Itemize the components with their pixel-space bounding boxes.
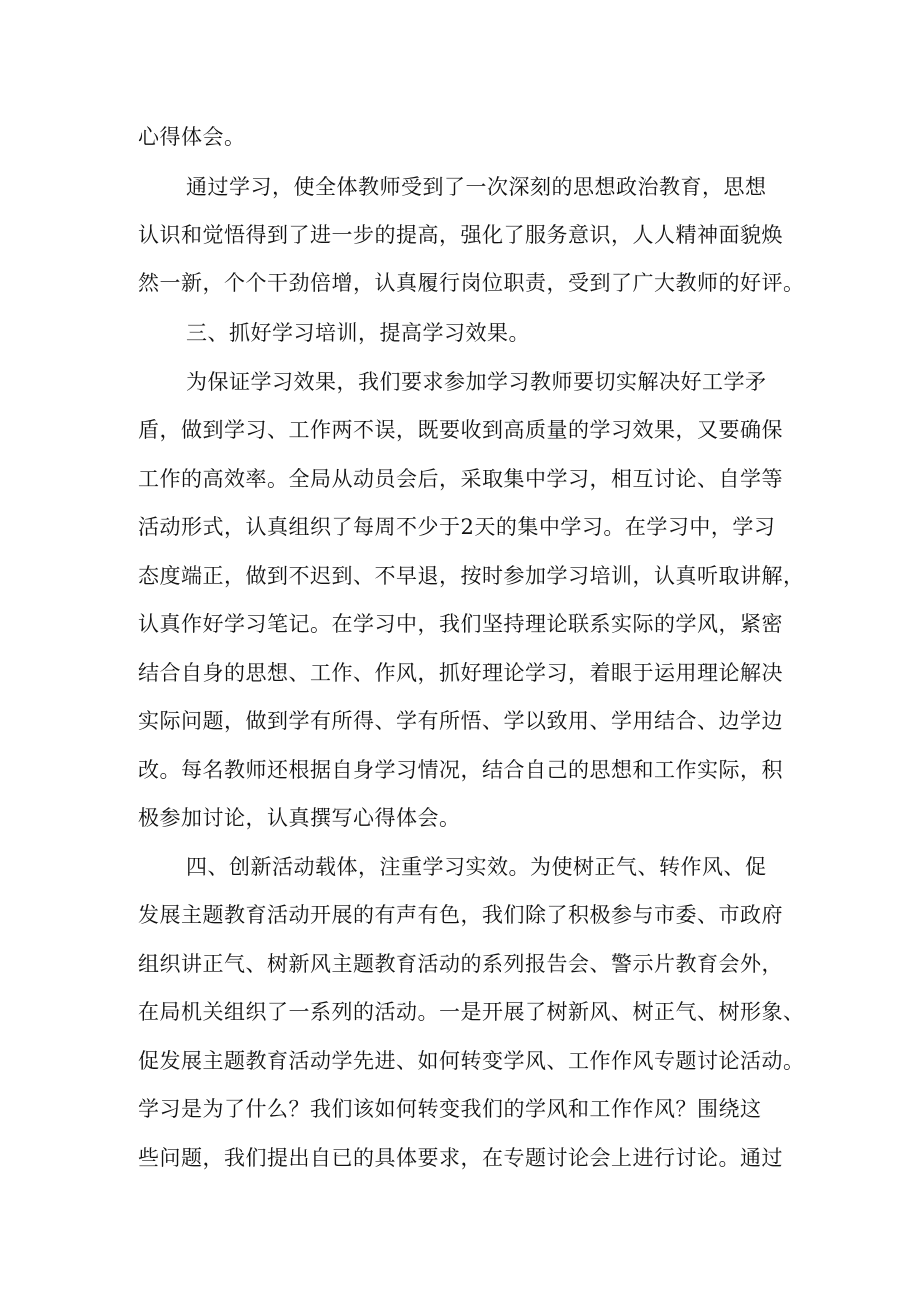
text-line: 些问题，我们提出自已的具体要求，在专题讨论会上进行讨论。通过 (138, 1146, 783, 1170)
text-line: 改。每名教师还根据自身学习情况，结合自己的思想和工作实际，积 (138, 758, 783, 782)
text-line: 认真作好学习笔记。在学习中，我们坚持理论联系实际的学风，紧密 (138, 612, 783, 636)
text-line: 在局机关组织了一系列的活动。一是开展了树新风、树正气、树形象、 (138, 1000, 805, 1024)
text-line: 发展主题教育活动开展的有声有色，我们除了积极参与市委、市政府 (138, 903, 783, 927)
text-line: 工作的高效率。全局从动员会后，采取集中学习，相互讨论、自学等 (138, 467, 783, 491)
text-line: 组织讲正气、树新风主题教育活动的系列报告会、警示片教育会外， (138, 952, 783, 976)
paragraph-start: 四、创新活动载体，注重学习实效。为使树正气、转作风、促 (186, 855, 767, 879)
paragraph-start: 通过学习，使全体教师受到了一次深刻的思想政治教育，思想 (186, 175, 767, 199)
text-line: 态度端正，做到不迟到、不早退，按时参加学习培训，认真听取讲解， (138, 564, 805, 588)
text-line: 促发展主题教育活动学先进、如何转变学风、工作作风专题讨论活动。 (138, 1049, 805, 1073)
text-line: 认识和觉悟得到了进一步的提高，强化了服务意识，人人精神面貌焕 (138, 223, 783, 247)
text-line: 结合自身的思想、工作、作风，抓好理论学习，着眼于运用理论解决 (138, 661, 783, 685)
paragraph-start: 为保证学习效果，我们要求参加学习教师要切实解决好工学矛 (186, 370, 767, 394)
text-line: 然一新，个个干劲倍增，认真履行岗位职责，受到了广大教师的好评。 (138, 271, 805, 295)
text-line: 极参加讨论，认真撰写心得体会。 (138, 806, 461, 830)
text-line: 实际问题，做到学有所得、学有所悟、学以致用、学用结合、边学边 (138, 709, 783, 733)
text-line: 学习是为了什么？我们该如何转变我们的学风和工作作风？围绕这 (138, 1097, 762, 1121)
text-line: 盾，做到学习、工作两不误，既要收到高质量的学习效果，又要确保 (138, 418, 783, 442)
section-heading: 三、抓好学习培训，提高学习效果。 (186, 321, 530, 345)
text-line: 活动形式，认真组织了每周不少于2天的集中学习。在学习中，学习 (138, 515, 776, 539)
text-line: 心得体会。 (138, 125, 246, 149)
